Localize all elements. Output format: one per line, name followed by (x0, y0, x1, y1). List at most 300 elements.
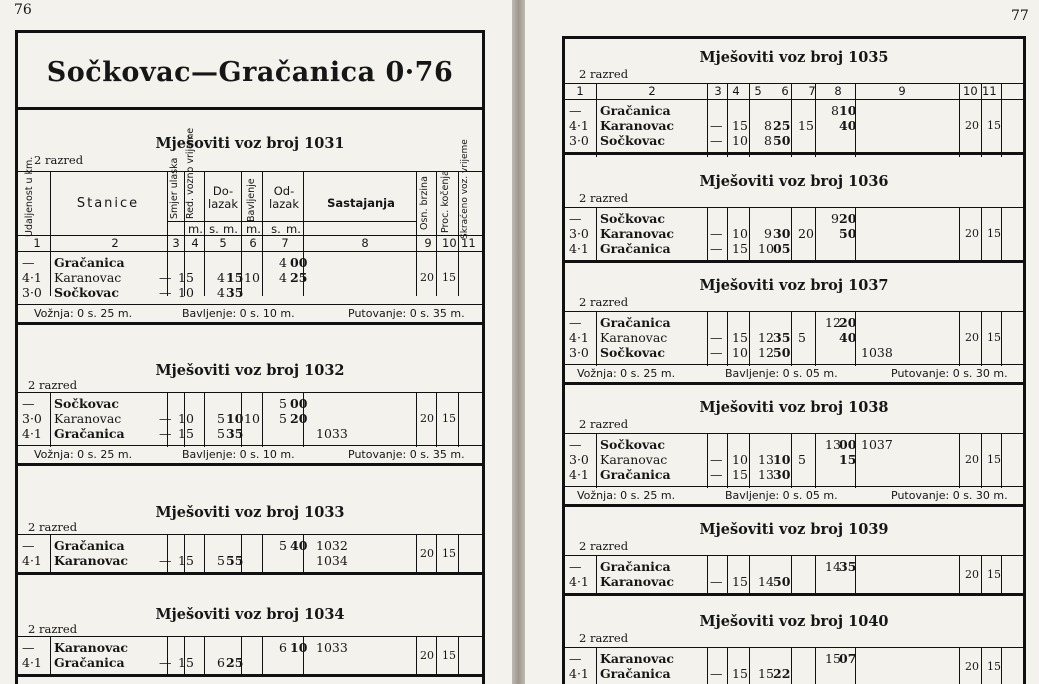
column-number: 1 (33, 236, 41, 250)
run-time: 15 (732, 241, 748, 256)
arrival-hour: 4 (217, 270, 225, 285)
departure-minute: 50 (839, 226, 857, 241)
km-value: 4·1 (569, 574, 589, 589)
station-name: Karanovac (600, 574, 675, 589)
section-divider (18, 322, 482, 325)
station-name: Gračanica (54, 426, 125, 441)
km-value: 4·1 (22, 426, 42, 441)
station-name: Sočkovac (600, 211, 665, 226)
header-rule (565, 433, 1023, 434)
brake-value: 15 (987, 331, 1001, 344)
column-divider (262, 534, 263, 574)
column-divider (815, 433, 816, 488)
number-rule (18, 251, 482, 252)
column-divider (204, 171, 205, 296)
column-divider (749, 647, 750, 684)
km-value: 3·0 (569, 345, 589, 360)
header-stations: Stanice (76, 196, 140, 211)
departure-hour: 9 (831, 211, 839, 226)
meeting-train: 1034 (316, 553, 348, 568)
column-divider (815, 83, 816, 157)
train-section (565, 167, 1023, 287)
column-number: 1 (576, 84, 584, 98)
summary-rule (18, 304, 482, 305)
column-divider (791, 433, 792, 488)
column-divider (1001, 207, 1002, 262)
train-title: Mješoviti voz broj 1033 (155, 504, 345, 521)
run-time: 10 (732, 226, 748, 241)
direction-value: — (159, 426, 172, 441)
train-title: Mješoviti voz broj 1038 (699, 399, 889, 416)
column-divider (1001, 555, 1002, 595)
column-divider (707, 83, 708, 157)
station-name: Gračanica (54, 655, 125, 670)
km-value: — (22, 640, 35, 655)
departure-minute: 07 (839, 651, 857, 666)
section-divider (565, 504, 1023, 507)
summary-travel: Vožnja: 0 s. 25 m. (34, 448, 133, 461)
unit-label: s. (271, 222, 281, 236)
column-divider (262, 636, 263, 676)
column-divider (959, 311, 960, 366)
header-rule (18, 534, 482, 535)
run-time: 15 (178, 426, 194, 441)
arrival-hour: 13 (758, 452, 774, 467)
run-time: 15 (178, 553, 194, 568)
km-value: 3·0 (569, 452, 589, 467)
column-divider (458, 171, 459, 296)
meeting-train: 1033 (316, 640, 348, 655)
column-divider (727, 83, 728, 157)
km-value: 3·0 (569, 133, 589, 148)
station-name: Gračanica (600, 315, 671, 330)
direction-value: — (710, 467, 723, 482)
direction-value: — (710, 452, 723, 467)
km-value: — (22, 396, 35, 411)
arrival-minute: 15 (226, 270, 244, 285)
column-divider (416, 636, 417, 676)
column-divider (749, 83, 750, 157)
arrival-hour: 5 (217, 411, 225, 426)
direction-value: — (710, 133, 723, 148)
class-label: 2 razred (579, 539, 629, 553)
brake-value: 15 (987, 119, 1001, 132)
km-value: 4·1 (569, 666, 589, 681)
summary-stop: Bavljenje: 0 s. 05 m. (725, 489, 838, 502)
arrival-hour: 8 (764, 133, 772, 148)
column-divider (791, 207, 792, 262)
direction-value: — (710, 666, 723, 681)
column-divider (416, 534, 417, 574)
departure-minute: 20 (839, 315, 857, 330)
departure-minute: 10 (839, 103, 857, 118)
arrival-minute: 50 (773, 345, 791, 360)
station-name: Karanovac (54, 553, 129, 568)
meeting-train: 1033 (316, 426, 348, 441)
run-time: 15 (178, 270, 194, 285)
class-label: 2 razred (28, 622, 78, 636)
meeting-train: 1037 (861, 437, 893, 452)
km-value: — (569, 315, 582, 330)
station-name: Karanovac (600, 118, 675, 133)
column-divider (707, 433, 708, 488)
column-divider (815, 311, 816, 366)
column-divider (596, 83, 597, 157)
column-number: 11 (982, 84, 997, 98)
column-number: 7 (808, 84, 816, 98)
header-stop: Bavljenje (246, 178, 257, 222)
number-rule (565, 99, 1023, 100)
class-label: 2 razred (579, 295, 629, 309)
run-time: 10 (178, 411, 194, 426)
arrival-minute: 50 (773, 133, 791, 148)
summary-stop: Bavljenje: 0 s. 10 m. (182, 307, 295, 320)
column-divider (50, 636, 51, 676)
brake-value: 15 (442, 648, 456, 662)
unit-label: m. (188, 222, 203, 236)
run-time: 15 (732, 467, 748, 482)
column-divider (815, 555, 816, 595)
departure-minute: 20 (839, 211, 857, 226)
column-number: 5 (219, 236, 227, 250)
route-title: Sočkovac—Gračanica 0·76 (46, 57, 454, 88)
station-name: Karanovac (600, 330, 668, 345)
arrival-hour: 5 (217, 553, 225, 568)
stop-time: 5 (798, 452, 806, 467)
km-value: 4·1 (22, 553, 42, 568)
column-divider (791, 647, 792, 684)
run-time: 10 (732, 452, 748, 467)
km-value: — (569, 103, 582, 118)
column-divider (1001, 433, 1002, 488)
header-rule (565, 83, 1023, 84)
column-divider (596, 555, 597, 595)
column-divider (436, 392, 437, 447)
column-number: 6 (249, 236, 257, 250)
stop-time: 10 (244, 270, 260, 285)
stop-time: 15 (798, 118, 814, 133)
departure-hour: 4 (279, 255, 287, 270)
right-page (525, 0, 1039, 684)
column-divider (791, 555, 792, 595)
arrival-hour: 13 (758, 467, 774, 482)
station-name: Sočkovac (600, 437, 665, 452)
column-divider (416, 392, 417, 447)
arrival-minute: 05 (773, 241, 791, 256)
station-name: Gračanica (54, 255, 125, 270)
train-title: Mješoviti voz broj 1040 (699, 613, 889, 630)
column-divider (981, 311, 982, 366)
run-time: 10 (732, 345, 748, 360)
train-section (565, 393, 1023, 513)
column-divider (436, 171, 437, 296)
column-number: 8 (361, 236, 369, 250)
train-title: Mješoviti voz broj 1035 (699, 49, 889, 66)
arrival-minute: 50 (773, 574, 791, 589)
header-run-time: Red. vozno vrijeme (185, 127, 196, 219)
header-departure: Od- lazak (269, 184, 299, 211)
header-braking: Proc. kočenja (440, 170, 451, 233)
header-arrival: Do- lazak (208, 184, 238, 211)
unit-label: m. (246, 222, 261, 236)
column-divider (596, 311, 597, 366)
speed-value: 20 (420, 271, 434, 284)
departure-hour: 15 (825, 651, 841, 666)
summary-travel: Vožnja: 0 s. 25 m. (577, 489, 676, 502)
arrival-minute: 55 (226, 553, 244, 568)
station-name: Sočkovac (54, 285, 119, 300)
column-number: 3 (714, 84, 722, 98)
section-divider (565, 593, 1023, 596)
column-divider (436, 534, 437, 574)
column-number: 2 (648, 84, 656, 98)
column-divider (50, 171, 51, 296)
column-number: 8 (834, 84, 842, 98)
column-divider (596, 433, 597, 488)
train-section (18, 111, 482, 320)
column-divider (50, 534, 51, 574)
column-number: 9 (424, 236, 432, 250)
station-name: Karanovac (600, 226, 675, 241)
km-value: 3·0 (22, 411, 42, 426)
column-divider (959, 207, 960, 262)
column-number: 9 (898, 84, 906, 98)
summary-travel: Vožnja: 0 s. 25 m. (34, 307, 133, 320)
departure-hour: 5 (279, 411, 287, 426)
left-page (0, 0, 512, 684)
departure-minute: 00 (290, 255, 308, 270)
column-divider (707, 311, 708, 366)
brake-value: 15 (987, 227, 1001, 240)
arrival-minute: 30 (773, 226, 791, 241)
column-divider (1001, 311, 1002, 366)
run-time: 15 (178, 655, 194, 670)
direction-value: — (159, 553, 172, 568)
departure-minute: 40 (839, 118, 857, 133)
departure-hour: 4 (279, 270, 287, 285)
column-number: 7 (281, 236, 289, 250)
column-divider (458, 636, 459, 676)
train-section (18, 346, 482, 506)
direction-value: — (710, 241, 723, 256)
arrival-minute: 25 (773, 118, 791, 133)
column-divider (727, 207, 728, 262)
summary-stop: Bavljenje: 0 s. 05 m. (725, 367, 838, 380)
departure-minute: 00 (839, 437, 857, 452)
column-divider (749, 433, 750, 488)
direction-value: — (159, 411, 172, 426)
column-number: 10 (442, 236, 457, 250)
station-name: Karanovac (600, 651, 675, 666)
brake-value: 15 (987, 659, 1001, 673)
column-divider (1001, 647, 1002, 684)
column-divider (204, 636, 205, 676)
departure-minute: 10 (290, 640, 308, 655)
arrival-hour: 9 (764, 226, 772, 241)
speed-value: 20 (420, 648, 434, 662)
class-label: 2 razred (579, 417, 629, 431)
column-divider (204, 392, 205, 447)
direction-value: — (159, 655, 172, 670)
run-time: 15 (732, 330, 748, 345)
column-divider (436, 636, 437, 676)
departure-minute: 20 (290, 411, 308, 426)
page-number: 77 (1011, 8, 1029, 24)
column-divider (791, 83, 792, 157)
header-rule (565, 647, 1023, 648)
train-title: Mješoviti voz broj 1037 (699, 277, 889, 294)
km-value: 4·1 (569, 330, 589, 345)
column-divider (458, 392, 459, 447)
book-gutter (512, 0, 525, 684)
station-name: Gračanica (600, 559, 671, 574)
class-label: 2 razred (579, 631, 629, 645)
column-divider (707, 555, 708, 595)
km-value: 4·1 (569, 467, 589, 482)
unit-label: s. (209, 222, 219, 236)
column-number: 3 (172, 236, 180, 250)
column-divider (727, 311, 728, 366)
arrival-minute: 35 (226, 426, 244, 441)
train-section (18, 590, 482, 684)
arrival-hour: 5 (217, 426, 225, 441)
speed-value: 20 (965, 659, 979, 673)
km-value: 3·0 (569, 226, 589, 241)
column-number: 2 (111, 236, 119, 250)
departure-hour: 8 (831, 103, 839, 118)
km-value: 4·1 (22, 270, 42, 285)
column-divider (596, 207, 597, 262)
summary-total: Putovanje: 0 s. 35 m. (348, 448, 465, 461)
km-value: — (22, 255, 35, 270)
arrival-minute: 22 (773, 666, 791, 681)
arrival-hour: 14 (758, 574, 774, 589)
station-name: Karanovac (600, 452, 668, 467)
departure-hour: 5 (279, 538, 287, 553)
stop-time: 5 (798, 330, 806, 345)
column-divider (959, 555, 960, 595)
departure-hour: 13 (825, 437, 841, 452)
brake-value: 15 (987, 453, 1001, 466)
station-name: Gračanica (54, 538, 125, 553)
column-divider (749, 311, 750, 366)
stop-time: 20 (798, 226, 814, 241)
column-divider (262, 392, 263, 447)
stop-time: 10 (244, 411, 260, 426)
class-label: 2 razred (28, 378, 78, 392)
summary-rule (18, 445, 482, 446)
meeting-train: 1032 (316, 538, 348, 553)
column-divider (416, 171, 417, 296)
column-number: 6 (781, 84, 789, 98)
class-label: 2 razred (28, 520, 78, 534)
summary-total: Putovanje: 0 s. 30 m. (891, 367, 1008, 380)
column-divider (959, 83, 960, 157)
meeting-train: 1038 (861, 345, 893, 360)
km-value: 4·1 (569, 118, 589, 133)
column-divider (749, 207, 750, 262)
departure-hour: 5 (279, 396, 287, 411)
km-value: — (569, 211, 582, 226)
column-divider (204, 534, 205, 574)
station-name: Sočkovac (54, 396, 119, 411)
column-number: 10 (963, 84, 978, 98)
summary-rule (565, 486, 1023, 487)
unit-label: m. (223, 222, 238, 236)
speed-value: 20 (420, 546, 434, 560)
column-divider (596, 647, 597, 684)
arrival-hour: 10 (758, 241, 774, 256)
train-title: Mješoviti voz broj 1031 (155, 135, 345, 152)
arrival-hour: 12 (758, 345, 774, 360)
departure-hour: 14 (825, 559, 841, 574)
column-divider (981, 83, 982, 157)
header-direction: Smjer ulaska (169, 157, 180, 219)
km-value: 4·1 (569, 241, 589, 256)
train-title: Mješoviti voz broj 1039 (699, 521, 889, 538)
departure-minute: 40 (290, 538, 308, 553)
arrival-minute: 35 (773, 330, 791, 345)
speed-value: 20 (965, 331, 979, 344)
direction-value: — (710, 226, 723, 241)
station-name: Gračanica (600, 241, 671, 256)
section-divider (18, 463, 482, 466)
column-divider (458, 534, 459, 574)
class-label: 2 razred (34, 153, 84, 167)
header-meetings: Sastajanja (327, 196, 395, 210)
section-divider (565, 260, 1023, 263)
section-divider (18, 674, 482, 677)
column-divider (815, 207, 816, 262)
station-name: Gračanica (600, 666, 671, 681)
station-name: Karanovac (54, 411, 122, 426)
column-divider (981, 433, 982, 488)
column-divider (959, 647, 960, 684)
km-value: 3·0 (22, 285, 42, 300)
train-title: Mješoviti voz broj 1034 (155, 606, 345, 623)
arrival-hour: 15 (758, 666, 774, 681)
timetable-frame (15, 30, 485, 684)
arrival-hour: 12 (758, 330, 774, 345)
header-rule (18, 636, 482, 637)
arrival-minute: 10 (773, 452, 791, 467)
column-divider (707, 647, 708, 684)
speed-value: 20 (965, 567, 979, 581)
departure-minute: 40 (839, 330, 857, 345)
header-short-time: Skraćeno voz. vrijeme (460, 139, 470, 239)
header-rule (18, 171, 482, 172)
column-divider (707, 207, 708, 262)
station-name: Sočkovac (600, 133, 665, 148)
departure-minute: 00 (290, 396, 308, 411)
direction-value: — (159, 285, 172, 300)
departure-minute: 15 (839, 452, 857, 467)
summary-rule (565, 364, 1023, 365)
page-number: 76 (14, 2, 32, 18)
column-divider (727, 647, 728, 684)
arrival-minute: 35 (226, 285, 244, 300)
brake-value: 15 (442, 271, 456, 284)
arrival-hour: 8 (764, 118, 772, 133)
header-rule (565, 207, 1023, 208)
column-number: 4 (732, 84, 740, 98)
run-time: 15 (732, 574, 748, 589)
departure-minute: 35 (839, 559, 857, 574)
timetable-frame (562, 36, 1026, 684)
brake-value: 15 (442, 546, 456, 560)
train-title: Mješoviti voz broj 1032 (155, 362, 345, 379)
column-divider (981, 647, 982, 684)
